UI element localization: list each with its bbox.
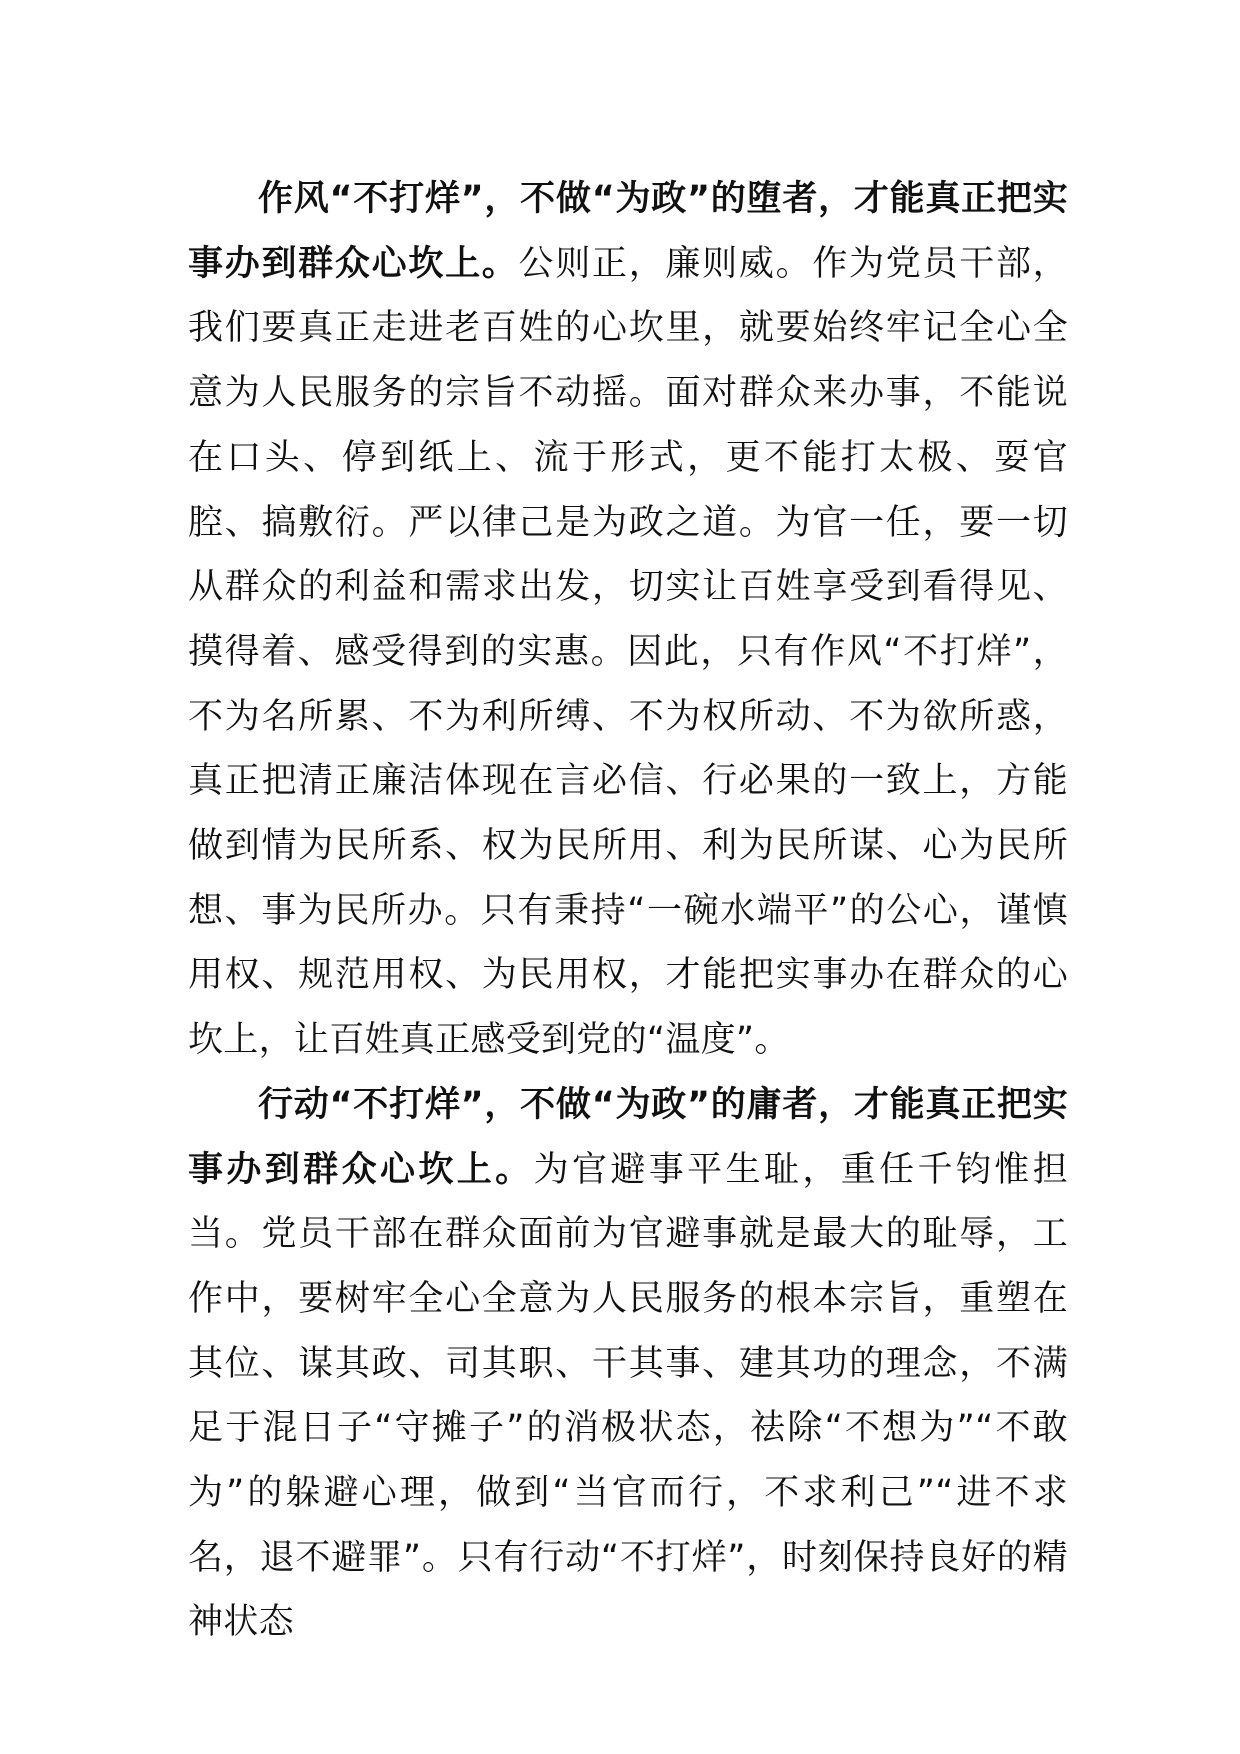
paragraph-lead-sentence: 行动“不打烊”，不做“为政”的庸者，才能真正把实事办到群众心坎上。 bbox=[188, 1084, 1068, 1190]
paragraph-lead-sentence: 作风“不打烊”，不做“为政”的堕者，才能真正把实事办到群众心坎上。 bbox=[188, 179, 1068, 284]
paragraph-action bbox=[188, 1073, 1068, 1655]
paragraph-body-text: 公则正，廉则威。作为党员干部，我们要真正走进老百姓的心坎里，就要始终牢记全心全意为人民服务的宗旨不动摇。面对群众来办事，不能说在口头、停到纸上、流于形式，更不能打太极、耍官腔、搞敷衍。严以律己是为政之道。为官一任，要一切从群众的利益和需求出发，切实让百姓享受到看得见、摸得着、感受得到的实惠。因此，只有作风“不打烊”，不为名所累、不为利所缚、不为权所动、不为欲所惑，真正把清正廉洁体现在言必信、行必果的一致上，方能做到情为民所系、权为民所用、利为民所谋、心为民所想、事为民所办。只有秉持“一碗水端平”的公心，谨慎用权、规范用权、为民用权，才能把实事办在群众的心坎上，让百姓真正感受到党的“温度”。 bbox=[188, 243, 1068, 1061]
document-body bbox=[188, 167, 1068, 1655]
paragraph-body-text: 为官避事平生耻，重任千钧惟担当。党员干部在群众面前为官避事就是最大的耻辱，工作中，要树牢全心全意为人民服务的根本宗旨，重塑在其位、谋其政、司其职、干其事、建其功的理念，不满足于混日子“守摊子”的消极状态，祛除“不想为”“不敢为”的躲避心理，做到“当官而行，不求利己”“进不求名，退不避罪”。只有行动“不打烊”，时刻保持良好的精神状态 bbox=[188, 1149, 1069, 1643]
paragraph-work-style bbox=[188, 167, 1068, 1073]
